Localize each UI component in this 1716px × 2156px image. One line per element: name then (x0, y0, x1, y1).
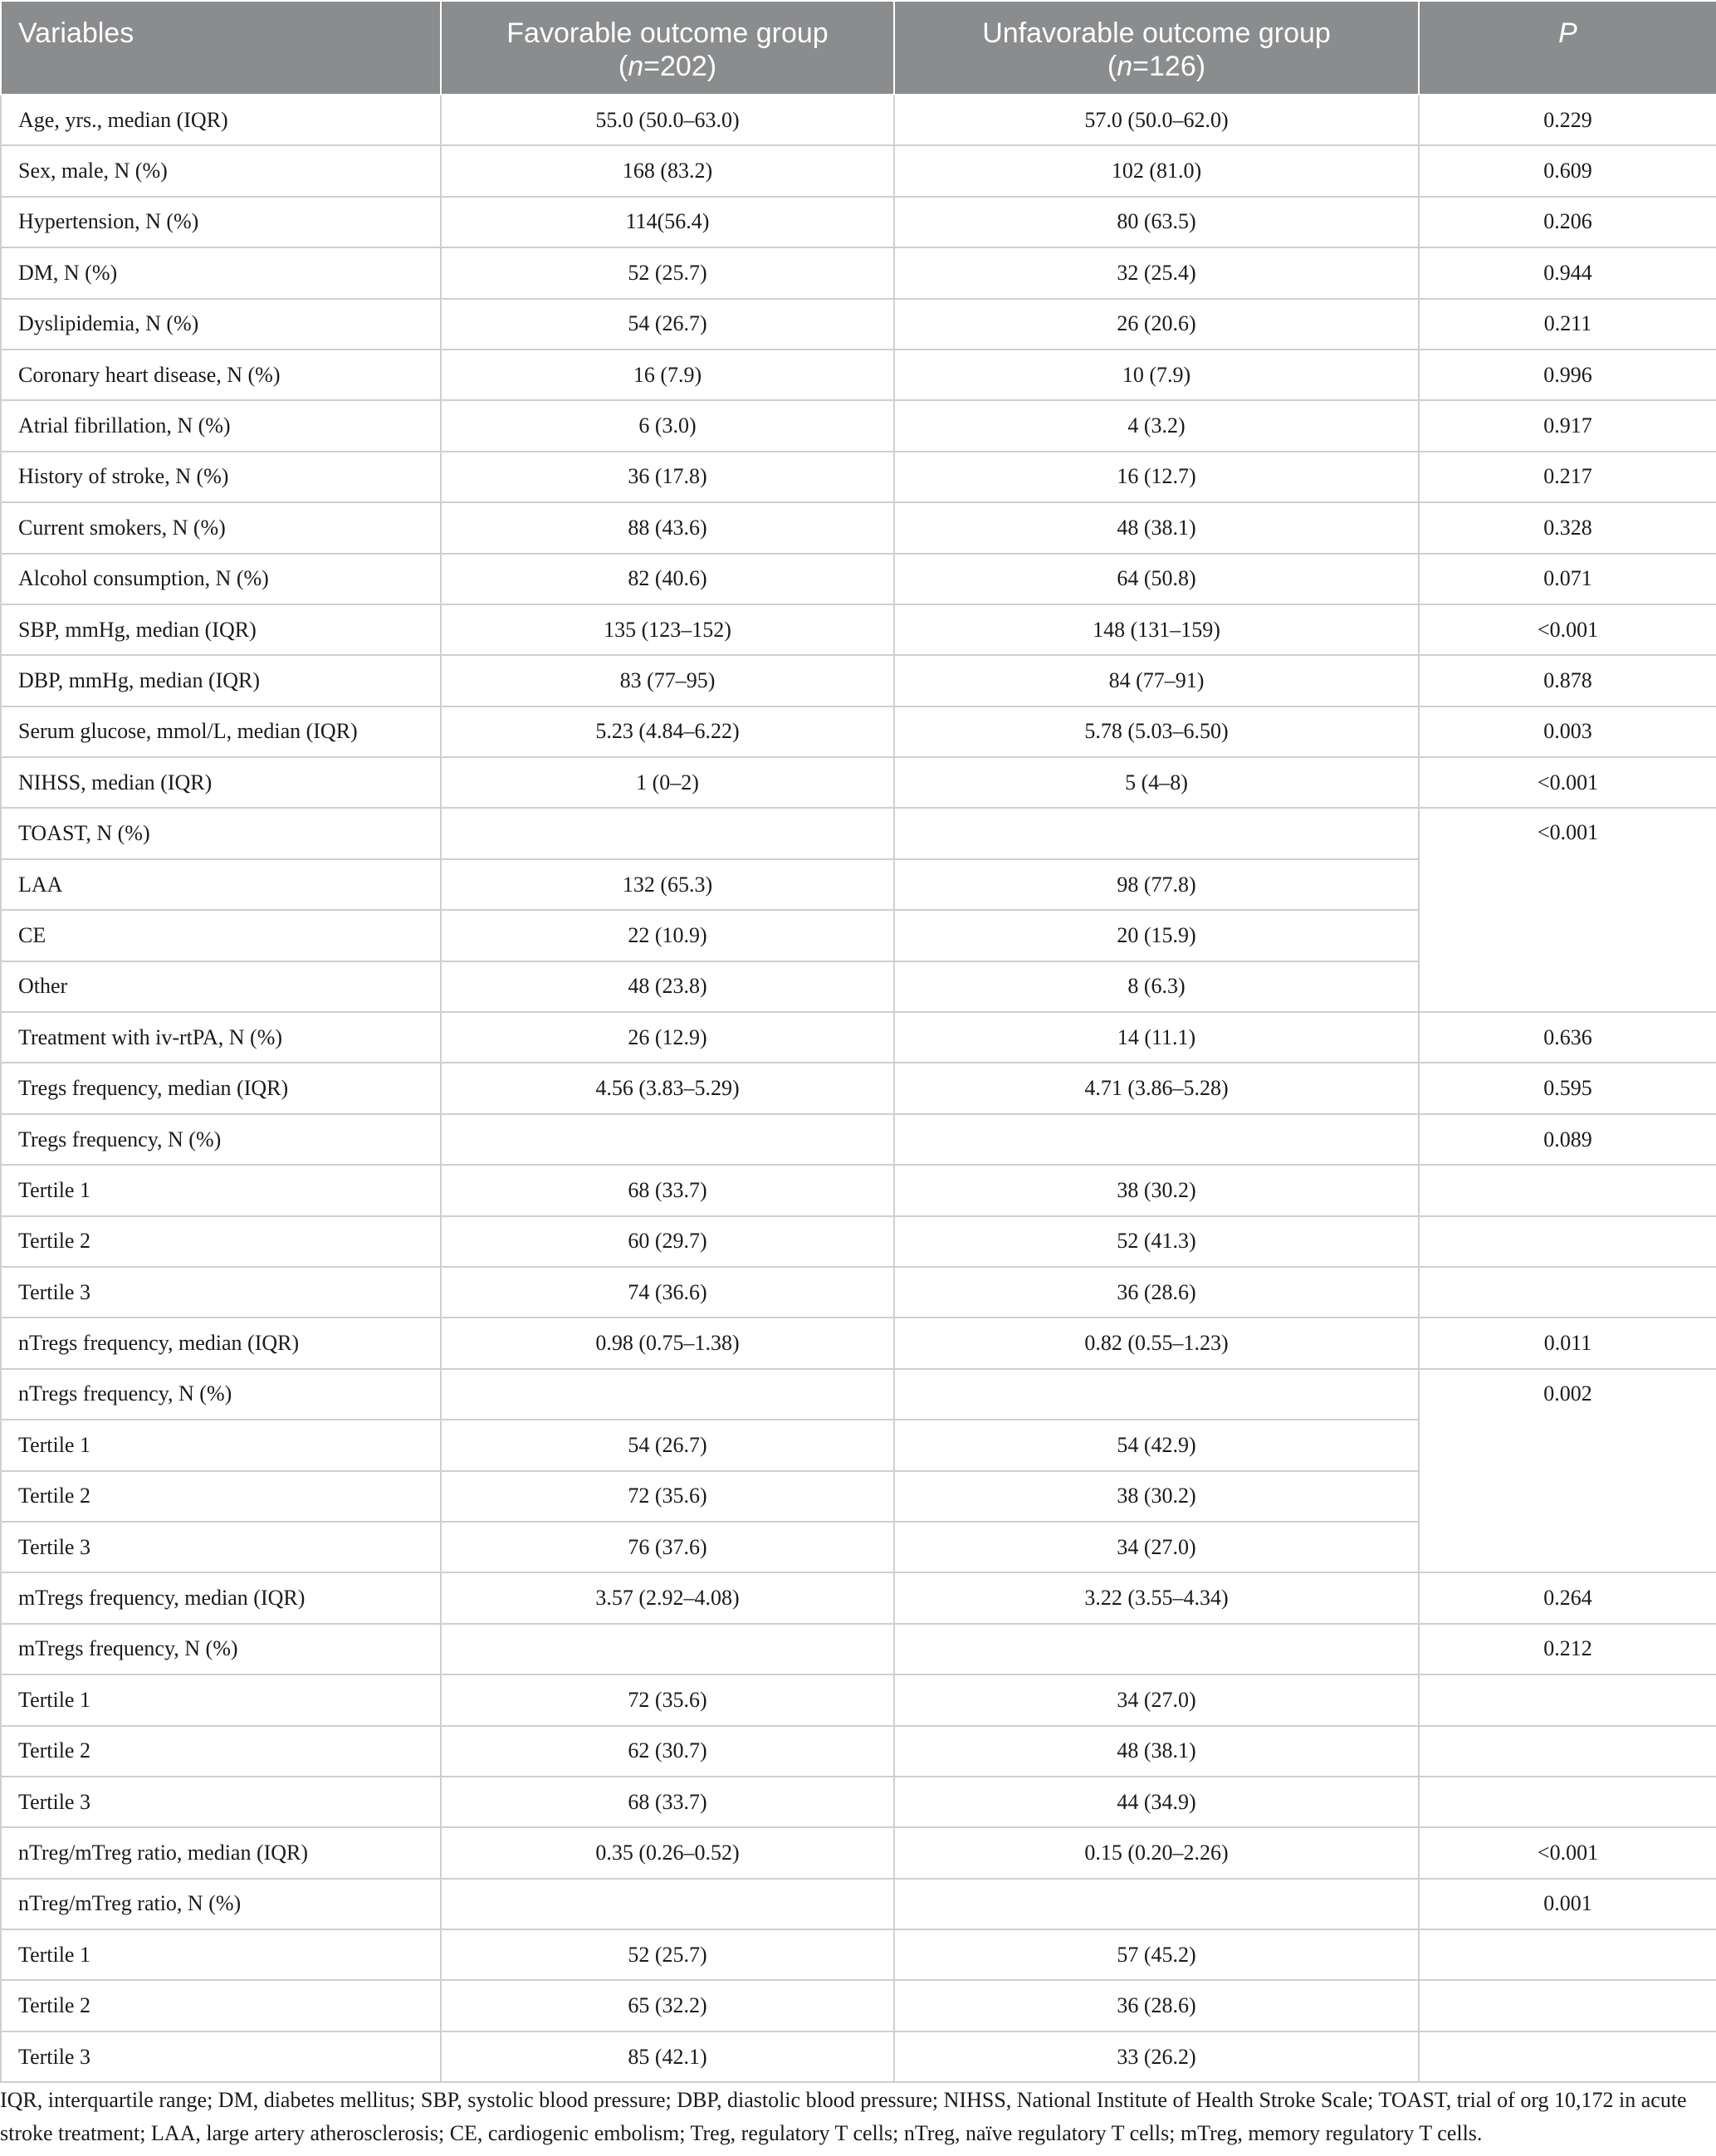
favorable-value: 48 (23.8) (441, 961, 894, 1012)
unfavorable-value: 5.78 (5.03–6.50) (894, 706, 1419, 757)
p-value (1419, 1165, 1716, 1215)
row-label: Tertile 3 (1, 1267, 441, 1318)
p-value: 0.609 (1419, 145, 1716, 196)
favorable-value: 62 (30.7) (441, 1726, 894, 1777)
row-label: Tertile 3 (1, 1522, 441, 1572)
row-label: Tertile 2 (1, 1726, 441, 1777)
p-value: 0.944 (1419, 247, 1716, 298)
table-row (1, 604, 1716, 655)
row-label: Tertile 1 (1, 1929, 441, 1980)
p-value (1419, 1980, 1716, 2031)
table-row (1, 808, 1716, 858)
unfavorable-value: 4.71 (3.86–5.28) (894, 1063, 1419, 1113)
table-row (1, 1267, 1716, 1318)
favorable-value: 68 (33.7) (441, 1777, 894, 1827)
unfavorable-value: 80 (63.5) (894, 197, 1419, 247)
p-value (1419, 2031, 1716, 2082)
favorable-value: 5.23 (4.84–6.22) (441, 706, 894, 757)
unfavorable-value: 3.22 (3.55–4.34) (894, 1572, 1419, 1623)
table-row (1, 1624, 1716, 1674)
unfavorable-value: 44 (34.9) (894, 1777, 1419, 1827)
table-row (1, 1572, 1716, 1623)
favorable-value: 4.56 (3.83–5.29) (441, 1063, 894, 1113)
row-label: Other (1, 961, 441, 1012)
row-label: nTregs frequency, N (%) (1, 1369, 441, 1420)
favorable-value (441, 1624, 894, 1674)
favorable-value: 6 (3.0) (441, 400, 894, 451)
favorable-value: 72 (35.6) (441, 1674, 894, 1725)
p-value: 0.636 (1419, 1012, 1716, 1063)
p-value (1419, 1726, 1716, 1777)
header-unfavorable-title: Unfavorable outcome group (982, 17, 1331, 49)
row-label: Age, yrs., median (IQR) (1, 95, 441, 145)
favorable-value: 16 (7.9) (441, 350, 894, 400)
header-unfavorable-n: (n=126) (1107, 51, 1206, 82)
unfavorable-value: 34 (27.0) (894, 1522, 1419, 1572)
favorable-value: 52 (25.7) (441, 247, 894, 298)
p-value: <0.001 (1419, 808, 1716, 1012)
unfavorable-value: 0.82 (0.55–1.23) (894, 1318, 1419, 1368)
favorable-value: 168 (83.2) (441, 145, 894, 196)
unfavorable-value: 5 (4–8) (894, 757, 1419, 808)
row-label: NIHSS, median (IQR) (1, 757, 441, 808)
table-row (1, 757, 1716, 808)
row-label: Treatment with iv-rtPA, N (%) (1, 1012, 441, 1063)
row-label: CE (1, 910, 441, 961)
favorable-value (441, 808, 894, 858)
table-row (1, 1674, 1716, 1725)
unfavorable-value: 36 (28.6) (894, 1267, 1419, 1318)
table-row (1, 655, 1716, 706)
unfavorable-value: 84 (77–91) (894, 655, 1419, 706)
header-unfavorable-group (894, 1, 1419, 95)
unfavorable-value: 32 (25.4) (894, 247, 1419, 298)
unfavorable-value: 98 (77.8) (894, 859, 1419, 910)
unfavorable-value: 4 (3.2) (894, 400, 1419, 451)
row-label: SBP, mmHg, median (IQR) (1, 604, 441, 655)
table-row (1, 2031, 1716, 2082)
table-row (1, 1827, 1716, 1878)
favorable-value: 114(56.4) (441, 197, 894, 247)
unfavorable-value (894, 1369, 1419, 1420)
table-row (1, 452, 1716, 502)
header-variables: Variables (1, 1, 441, 95)
unfavorable-value: 48 (38.1) (894, 502, 1419, 553)
unfavorable-value: 34 (27.0) (894, 1674, 1419, 1725)
row-label: History of stroke, N (%) (1, 452, 441, 502)
favorable-value (441, 1879, 894, 1929)
table-row (1, 1012, 1716, 1063)
table-row (1, 1216, 1716, 1267)
p-value: <0.001 (1419, 604, 1716, 655)
favorable-value: 135 (123–152) (441, 604, 894, 655)
unfavorable-value: 20 (15.9) (894, 910, 1419, 961)
header-unfavorable-n-value: 126 (1149, 51, 1196, 82)
p-value: 0.003 (1419, 706, 1716, 757)
row-label: Tregs frequency, median (IQR) (1, 1063, 441, 1113)
row-label: Dyslipidemia, N (%) (1, 299, 441, 350)
unfavorable-value: 26 (20.6) (894, 299, 1419, 350)
table-row (1, 1726, 1716, 1777)
p-value: 0.595 (1419, 1063, 1716, 1113)
favorable-value: 54 (26.7) (441, 299, 894, 350)
favorable-value (441, 1114, 894, 1165)
table-row (1, 554, 1716, 604)
favorable-value: 132 (65.3) (441, 859, 894, 910)
table-header-row (1, 1, 1716, 95)
favorable-value (441, 1369, 894, 1420)
row-label: Atrial fibrillation, N (%) (1, 400, 441, 451)
unfavorable-value (894, 1879, 1419, 1929)
unfavorable-value (894, 1114, 1419, 1165)
row-label: Sex, male, N (%) (1, 145, 441, 196)
row-label: nTreg/mTreg ratio, N (%) (1, 1879, 441, 1929)
p-value (1419, 1267, 1716, 1318)
unfavorable-value: 36 (28.6) (894, 1980, 1419, 2031)
header-favorable-n-value: 202 (660, 51, 707, 82)
row-label: Current smokers, N (%) (1, 502, 441, 553)
header-favorable-n: (n=202) (618, 51, 717, 82)
row-label: LAA (1, 859, 441, 910)
favorable-value: 1 (0–2) (441, 757, 894, 808)
table-body (1, 95, 1716, 2082)
row-label: Tregs frequency, N (%) (1, 1114, 441, 1165)
header-favorable-title: Favorable outcome group (506, 17, 829, 49)
table-row (1, 1929, 1716, 1980)
row-label: Tertile 2 (1, 1216, 441, 1267)
unfavorable-value: 64 (50.8) (894, 554, 1419, 604)
unfavorable-value: 52 (41.3) (894, 1216, 1419, 1267)
favorable-value: 55.0 (50.0–63.0) (441, 95, 894, 145)
unfavorable-value: 38 (30.2) (894, 1471, 1419, 1522)
favorable-value: 68 (33.7) (441, 1165, 894, 1215)
row-label: Alcohol consumption, N (%) (1, 554, 441, 604)
p-value: <0.001 (1419, 757, 1716, 808)
p-value: 0.217 (1419, 452, 1716, 502)
unfavorable-value: 0.15 (0.20–2.26) (894, 1827, 1419, 1878)
row-label: Tertile 1 (1, 1420, 441, 1470)
unfavorable-value: 16 (12.7) (894, 452, 1419, 502)
unfavorable-value (894, 808, 1419, 858)
favorable-value: 36 (17.8) (441, 452, 894, 502)
row-label: Coronary heart disease, N (%) (1, 350, 441, 400)
p-value: 0.264 (1419, 1572, 1716, 1623)
p-value: <0.001 (1419, 1827, 1716, 1878)
table-row (1, 1369, 1716, 1420)
favorable-value: 72 (35.6) (441, 1471, 894, 1522)
table-row (1, 1879, 1716, 1929)
row-label: Hypertension, N (%) (1, 197, 441, 247)
p-value: 0.011 (1419, 1318, 1716, 1368)
favorable-value: 85 (42.1) (441, 2031, 894, 2082)
p-value: 0.917 (1419, 400, 1716, 451)
p-value: 0.328 (1419, 502, 1716, 553)
header-p-value (1419, 1, 1716, 95)
p-value: 0.089 (1419, 1114, 1716, 1165)
table-row (1, 299, 1716, 350)
p-value (1419, 1777, 1716, 1827)
header-p-label: P (1558, 17, 1577, 49)
favorable-value: 3.57 (2.92–4.08) (441, 1572, 894, 1623)
favorable-value: 83 (77–95) (441, 655, 894, 706)
favorable-value: 52 (25.7) (441, 1929, 894, 1980)
row-label: Tertile 1 (1, 1674, 441, 1725)
p-value: 0.071 (1419, 554, 1716, 604)
row-label: DBP, mmHg, median (IQR) (1, 655, 441, 706)
p-value: 0.211 (1419, 299, 1716, 350)
row-label: nTregs frequency, median (IQR) (1, 1318, 441, 1368)
p-value (1419, 1929, 1716, 1980)
unfavorable-value: 38 (30.2) (894, 1165, 1419, 1215)
favorable-value: 65 (32.2) (441, 1980, 894, 2031)
unfavorable-value: 33 (26.2) (894, 2031, 1419, 2082)
p-value: 0.229 (1419, 95, 1716, 145)
p-value: 0.002 (1419, 1369, 1716, 1573)
p-value: 0.206 (1419, 197, 1716, 247)
table-row (1, 145, 1716, 196)
table-row (1, 706, 1716, 757)
favorable-value: 22 (10.9) (441, 910, 894, 961)
row-label: Tertile 3 (1, 2031, 441, 2082)
unfavorable-value: 8 (6.3) (894, 961, 1419, 1012)
row-label: Tertile 3 (1, 1777, 441, 1827)
row-label: mTregs frequency, median (IQR) (1, 1572, 441, 1623)
row-label: DM, N (%) (1, 247, 441, 298)
table-row (1, 1980, 1716, 2031)
p-value (1419, 1674, 1716, 1725)
favorable-value: 60 (29.7) (441, 1216, 894, 1267)
table-row (1, 350, 1716, 400)
table-row (1, 400, 1716, 451)
unfavorable-value: 57.0 (50.0–62.0) (894, 95, 1419, 145)
table-footnote: IQR, interquartile range; DM, diabetes mellitus; SBP, systolic blood pressure; DBP, diastolic blood pressure; NIHSS, National Institute of Health Stroke Scale; TOAST, trial of org 10,172 in acute stroke treatment; LAA, large artery atherosclerosis; CE, cardiogenic embolism; Treg, regulatory T cells; nTreg, naïve regulatory T cells; mTreg, memory regulatory T cells. (0, 2088, 1687, 2145)
favorable-value: 76 (37.6) (441, 1522, 894, 1572)
table-row (1, 247, 1716, 298)
favorable-value: 54 (26.7) (441, 1420, 894, 1470)
table-row (1, 95, 1716, 145)
row-label: mTregs frequency, N (%) (1, 1624, 441, 1674)
favorable-value: 26 (12.9) (441, 1012, 894, 1063)
p-value: 0.001 (1419, 1879, 1716, 1929)
p-value (1419, 1216, 1716, 1267)
row-label: Tertile 2 (1, 1471, 441, 1522)
table-row (1, 1318, 1716, 1368)
p-value: 0.212 (1419, 1624, 1716, 1674)
table-row (1, 1165, 1716, 1215)
unfavorable-value: 148 (131–159) (894, 604, 1419, 655)
row-label: TOAST, N (%) (1, 808, 441, 858)
row-label: Serum glucose, mmol/L, median (IQR) (1, 706, 441, 757)
row-label: nTreg/mTreg ratio, median (IQR) (1, 1827, 441, 1878)
table-row (1, 1063, 1716, 1113)
table-row (1, 1777, 1716, 1827)
row-label: Tertile 2 (1, 1980, 441, 2031)
favorable-value: 88 (43.6) (441, 502, 894, 553)
favorable-value: 0.35 (0.26–0.52) (441, 1827, 894, 1878)
header-favorable-group (441, 1, 894, 95)
unfavorable-value: 54 (42.9) (894, 1420, 1419, 1470)
unfavorable-value (894, 1624, 1419, 1674)
unfavorable-value: 57 (45.2) (894, 1929, 1419, 1980)
favorable-value: 74 (36.6) (441, 1267, 894, 1318)
favorable-value: 82 (40.6) (441, 554, 894, 604)
p-value: 0.996 (1419, 350, 1716, 400)
p-value: 0.878 (1419, 655, 1716, 706)
table-row (1, 1114, 1716, 1165)
unfavorable-value: 14 (11.1) (894, 1012, 1419, 1063)
unfavorable-value: 48 (38.1) (894, 1726, 1419, 1777)
row-label: Tertile 1 (1, 1165, 441, 1215)
unfavorable-value: 10 (7.9) (894, 350, 1419, 400)
table-row (1, 197, 1716, 247)
favorable-value: 0.98 (0.75–1.38) (441, 1318, 894, 1368)
unfavorable-value: 102 (81.0) (894, 145, 1419, 196)
table-row (1, 502, 1716, 553)
